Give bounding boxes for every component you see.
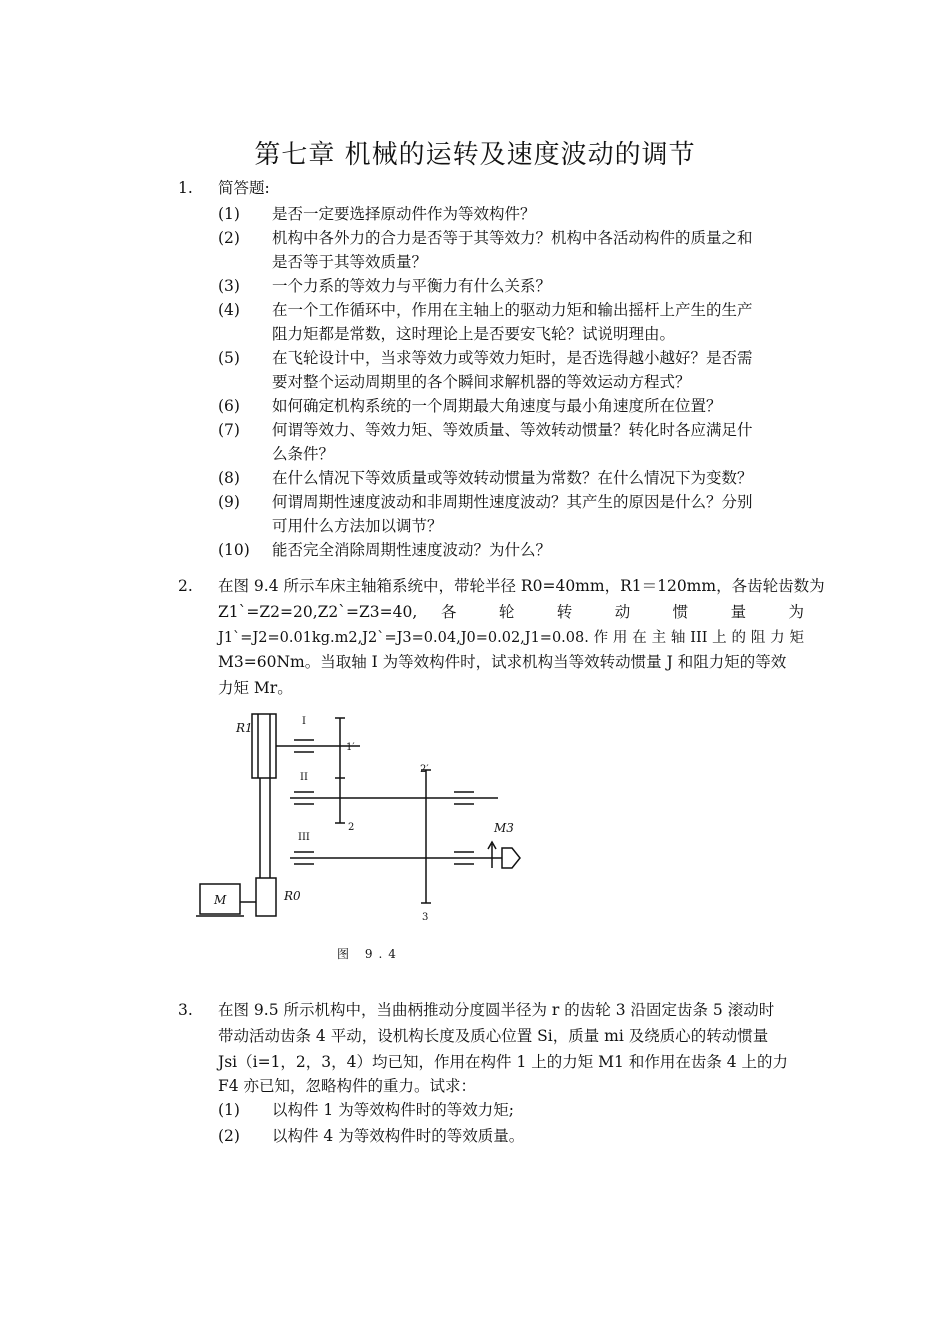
sub-item-text: 能否完全消除周期性速度波动？为什么？ — [272, 541, 552, 559]
sub-item-text: 一个力系的等效力与平衡力有什么关系？ — [272, 277, 552, 295]
label-motor: M — [214, 893, 227, 907]
sub-item-text: 以构件 4 为等效构件时的等效质量。 — [272, 1127, 525, 1145]
question-text-line: F4 亦已知，忽略构件的重力。试求： — [218, 1077, 477, 1095]
question-text-line: 在图 9.4 所示车床主轴箱系统中，带轮半径 R0=40mm，R1＝120mm，各齿轮齿数为 — [218, 577, 825, 595]
question-heading: 简答题: — [218, 179, 270, 197]
sub-item-text: 机构中各外力的合力是否等于其等效力？机构中各活动构件的质量之和 — [272, 229, 753, 247]
label-m3: M3 — [494, 821, 514, 835]
question-text-line: Z1`=Z2=20,Z2`=Z3=40, 各 轮 转 动 惯 量 为 — [218, 603, 804, 621]
question-text-line: 带动活动齿条 4 平动，设机构长度及质心位置 Si，质量 mi 及绕质心的转动惯量 — [218, 1027, 769, 1045]
sub-item-number: (8) — [218, 469, 240, 487]
sub-item-number: (1) — [218, 1101, 240, 1119]
question-number: 3. — [178, 1001, 193, 1019]
label-r1: R1 — [236, 721, 253, 735]
pulley-r0 — [256, 878, 276, 916]
label-shaft-3: III — [298, 832, 310, 843]
sub-item-number: (1) — [218, 205, 240, 223]
sub-item-number: (6) — [218, 397, 240, 415]
label-r0: R0 — [284, 889, 301, 903]
pulley-r1 — [252, 714, 276, 778]
figure-caption: 图 9.4 — [337, 947, 402, 961]
sub-item-text: 何谓等效力、等效力矩、等效质量、等效转动惯量？转化时各应满足什 — [272, 421, 753, 439]
sub-item-number: (9) — [218, 493, 240, 511]
question-text-line: 在图 9.5 所示机构中，当曲柄推动分度圆半径为 r 的齿轮 3 沿固定齿条 5 滚动时 — [218, 1001, 775, 1019]
sub-item-text: 以构件 1 为等效构件时的等效力矩; — [272, 1101, 514, 1119]
sub-item-number: (10) — [218, 541, 250, 559]
sub-item-number: (7) — [218, 421, 240, 439]
sub-item-text: 么条件？ — [272, 445, 335, 463]
sub-item-text: 在飞轮设计中，当求等效力或等效力矩时，是否选得越小越好？是否需 — [272, 349, 753, 367]
sub-item-number: (5) — [218, 349, 240, 367]
question-text-line: 力矩 Mr。 — [218, 679, 293, 697]
question-number: 1. — [178, 179, 193, 197]
sub-item-text: 可用什么方法加以调节？ — [272, 517, 443, 535]
sub-item-number: (2) — [218, 229, 240, 247]
question-text-line: J1`=J2=0.01kg.m2,J2`=J3=0.04,J0=0.02,J1=0.08. 作 用 在 主 轴 III 上 的 阻 力 矩 — [218, 630, 804, 646]
sub-item-text: 要对整个运动周期里的各个瞬间求解机器的等效运动方程式？ — [272, 373, 691, 391]
sub-item-text: 在什么情况下等效质量或等效转动惯量为常数？在什么情况下为变数？ — [272, 469, 753, 487]
label-gear-1p: 1′ — [346, 742, 355, 753]
sub-item-text: 是否等于其等效质量？ — [272, 253, 428, 271]
label-gear-2: 2 — [348, 822, 355, 833]
sub-item-number: (4) — [218, 301, 240, 319]
sub-item-text: 何谓周期性速度波动和非周期性速度波动？其产生的原因是什么？分别 — [272, 493, 753, 511]
sub-item-text: 在一个工作循环中，作用在主轴上的驱动力矩和输出摇杆上产生的生产 — [272, 301, 753, 319]
label-shaft-1: I — [302, 716, 306, 727]
sub-item-number: (3) — [218, 277, 240, 295]
question-text-line: M3=60Nm。当取轴 I 为等效构件时，试求机构当等效转动惯量 J 和阻力矩的等效 — [218, 653, 787, 671]
sub-item-text: 是否一定要选择原动件作为等效构件？ — [272, 205, 536, 223]
sub-item-text: 阻力矩都是常数，这时理论上是否要安飞轮？试说明理由。 — [272, 325, 676, 343]
chapter-title: 第七章 机械的运转及速度波动的调节 — [254, 140, 696, 170]
sub-item-number: (2) — [218, 1127, 240, 1145]
label-gear-3: 3 — [422, 912, 429, 923]
label-shaft-2: II — [300, 772, 308, 783]
label-gear-2p: 2′ — [420, 764, 429, 775]
gearbox-diagram — [190, 708, 530, 928]
question-number: 2. — [178, 577, 193, 595]
sub-item-text: 如何确定机构系统的一个周期最大角速度与最小角速度所在位置？ — [272, 397, 722, 415]
question-text-line: Jsi（i=1，2，3，4）均已知，作用在构件 1 上的力矩 M1 和作用在齿条 4 上的力 — [218, 1053, 789, 1071]
